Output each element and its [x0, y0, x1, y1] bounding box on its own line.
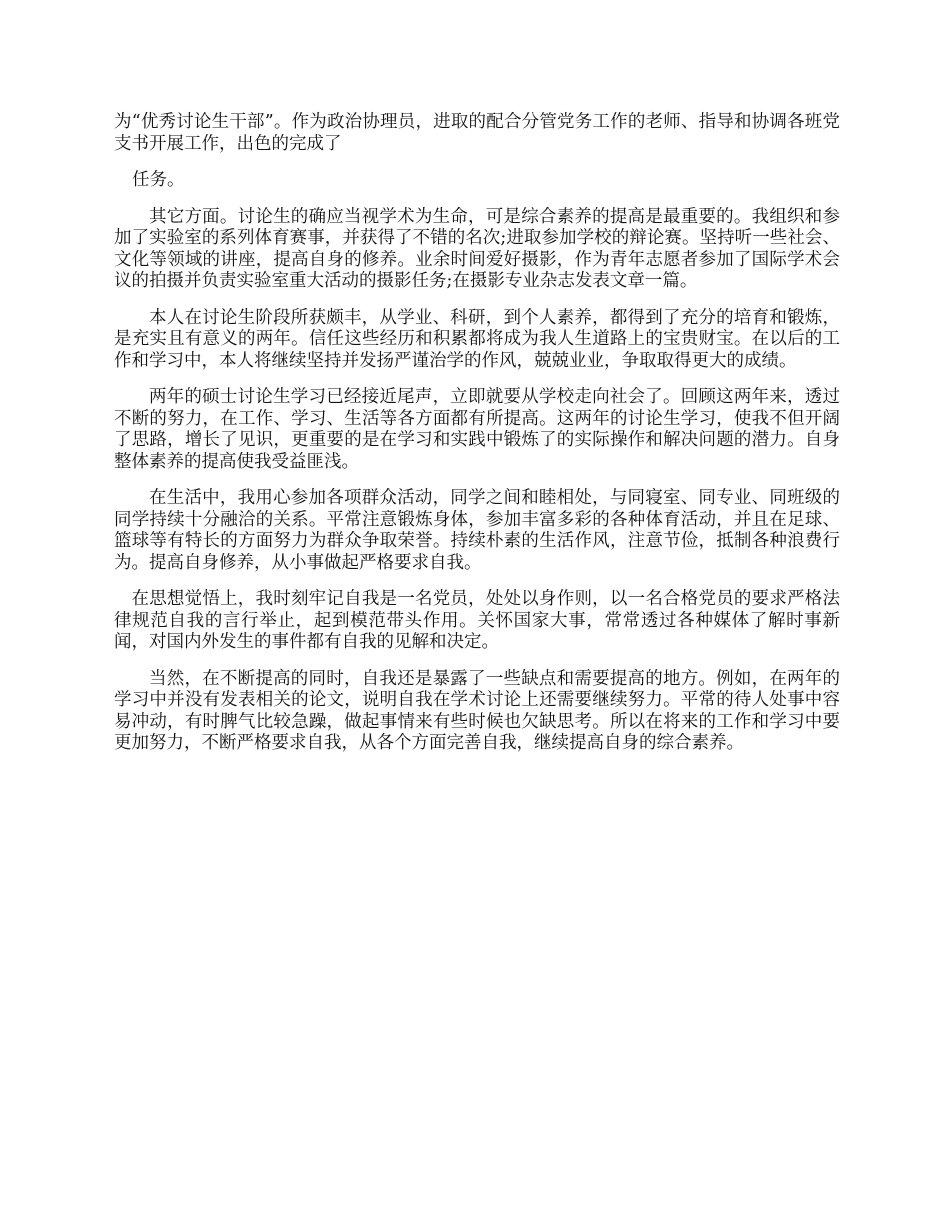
document-body: [114, 112, 840, 770]
paragraph-life: 在生活中，我用心参加各项群众活动，同学之间和睦相处，与同寝室、同专业、同班级的同学持续十分融洽的关系。平常注意锻炼身体，参加丰富多彩的各种体育活动，并且在足球、篮球等有特长的方面努力为群众争取荣誉。持续朴素的生活作风，注意节俭，抵制各种浪费行为。提高自身修养，从小事做起严格要求自我。: [114, 488, 840, 573]
paragraph-shortcomings: 当然，在不断提高的同时，自我还是暴露了一些缺点和需要提高的地方。例如，在两年的学习中并没有发表相关的论文，说明自我在学术讨论上还需要继续努力。平常的待人处事中容易冲动，有时脾气比较急躁，做起事情来有些时候也欠缺思考。所以在将来的工作和学习中要更加努力，不断严格要求自我，从各个方面完善自我，继续提高自身的综合素养。: [114, 668, 840, 753]
paragraph-gains: 本人在讨论生阶段所获颇丰，从学业、科研，到个人素养，都得到了充分的培育和锻炼，是充实且有意义的两年。信任这些经历和积累都将成为我人生道路上的宝贵财宝。在以后的工作和学习中，本人将继续坚持并发扬严谨治学的作风，兢兢业业，争取取得更大的成绩。: [114, 307, 840, 371]
paragraph-other-aspects: 其它方面。讨论生的确应当视学术为生命，可是综合素养的提高是最重要的。我组织和参加了实验室的系列体育赛事，并获得了不错的名次;进取参加学校的辩论赛。坚持听一些社会、文化等领域的讲座，提高自身的修养。业余时间爱好摄影，作为青年志愿者参加了国际学术会议的拍摄并负责实验室重大活动的摄影任务;在摄影专业杂志发表文章一篇。: [114, 206, 840, 291]
paragraph-continuation: 为“优秀讨论生干部”。作为政治协理员，进取的配合分管党务工作的老师、指导和协调各班党支书开展工作，出色的完成了: [114, 112, 840, 154]
paragraph-ideology: 在思想觉悟上，我时刻牢记自我是一名党员，处处以身作则，以一名合格党员的要求严格法律规范自我的言行举止，起到模范带头作用。关怀国家大事，常常透过各种媒体了解时事新闻，对国内外发生的事件都有自我的见解和决定。: [114, 589, 840, 652]
paragraph-masters-study: 两年的硕士讨论生学习已经接近尾声，立即就要从学校走向社会了。回顾这两年来，透过不断的努力，在工作、学习、生活等各方面都有所提高。这两年的讨论生学习，使我不但开阔了思路，增长了见识，更重要的是在学习和实践中锻炼了的实际操作和解决问题的潜力。自身整体素养的提高使我受益匪浅。: [114, 387, 840, 472]
paragraph-task: 任务。: [132, 170, 185, 190]
